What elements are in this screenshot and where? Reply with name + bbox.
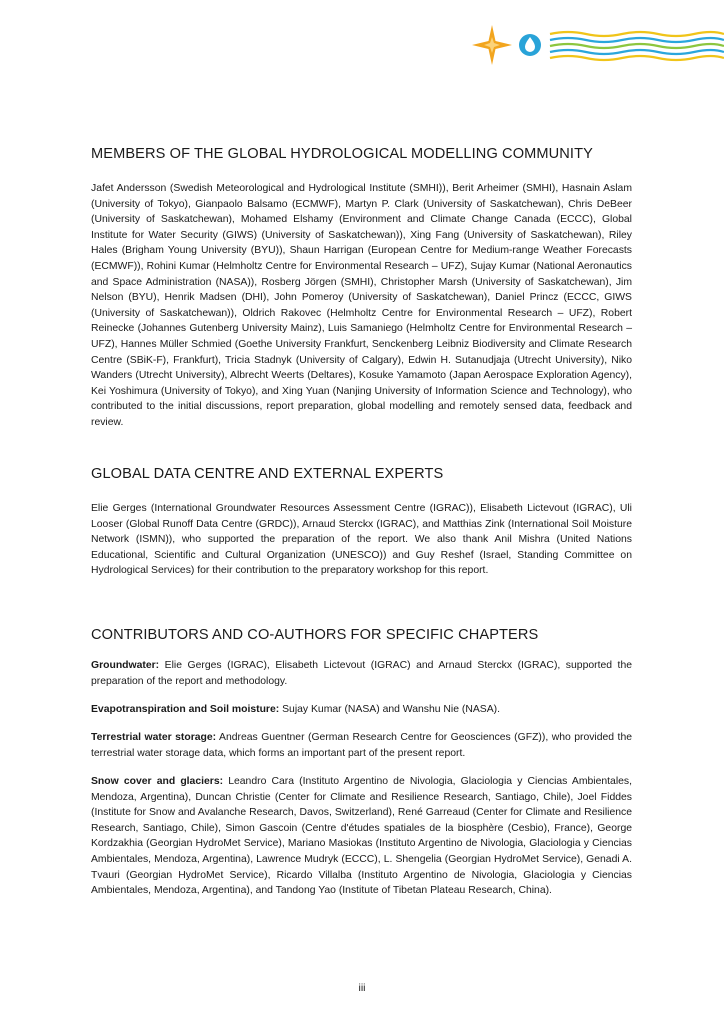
contributor-groundwater bbox=[91, 658, 632, 689]
global-data-heading: GLOBAL DATA CENTRE AND EXTERNAL EXPERTS bbox=[91, 466, 444, 482]
wave-lines bbox=[550, 32, 724, 60]
members-body: Jafet Andersson (Swedish Meteorological and Hydrological Institute (SMHI)), Berit Arheimer (SMHI), Hasnain Aslam (University of Tokyo), Gianpaolo Balsamo (ECMWF), Martyn P. Clark (University of Saskatchewan), Chris DeBeer (University of Saskatchewan), Mohamed Elshamy (Environment and Climate Change Canada (ECCC), Global Institute for Water Security (GIWS) (University of Saskatchewan)), Xing Fang (University of Saskatchewan), Riley Hales (Brigham Young University (BYU)), Shaun Harrigan (European Centre for Medium-range Weather Forecasts (ECMWF)), Rohini Kumar (Helmholtz Centre for Environmental Research – UFZ), Sujay Kumar (National Aeronautics and Space Administration (NASA)), Rosberg Jörgen (SMHI), Christopher Marsh (University of Saskatchewan), Jim Nelson (BYU), Henrik Madsen (DHI), John Pomeroy (University of Saskatchewan), Daniel Princz (ECCC, GIWS (University of Saskatchewan)), Oldrich Rakovec (Helmholtz Centre for Environmental Research – UFZ), Robert Reinecke (Johannes Gutenberg University Mainz), Luis Samaniego (Helmholtz Centre for Environmental Research – UFZ), Hannes Müller Schmied (Goethe University Frankfurt, Senckenberg Leibniz Biodiversity and Climate Research Centre (SBiK-F), Frankfurt), Tricia Stadnyk (University of Calgary), Edwin H. Sutanudjaja (Utrecht University), Niko Wanders (Utrecht University), Albrecht Weerts (Deltares), Kosuke Yamamoto (Japan Aerospace Exploration Agency), Kei Yoshimura (University of Tokyo), and Xing Yuan (Nanjing University of Information Science and Technology), who contributed to the initial discussions, report preparation, global modelling and remotely sensed data, feedback and review. bbox=[91, 183, 632, 428]
contributor-text: Andreas Guentner (German Research Centre for Geosciences (GFZ)), who provided the terrestrial water storage data, which forms an important part of the present report. bbox=[91, 732, 632, 759]
contributor-snow-glaciers bbox=[91, 774, 632, 899]
contributor-lead: Groundwater: bbox=[91, 660, 160, 671]
contributors-heading: CONTRIBUTORS AND CO-AUTHORS FOR SPECIFIC CHAPTERS bbox=[91, 627, 539, 643]
global-data-section bbox=[91, 466, 632, 579]
water-drop-icon bbox=[519, 34, 541, 56]
contributor-text: Elie Gerges (IGRAC), Elisabeth Lictevout (IGRAC) and Arnaud Sterckx (IGRAC), supported the preparation of the report and methodology. bbox=[91, 660, 632, 687]
members-heading: MEMBERS OF THE GLOBAL HYDROLOGICAL MODELLING COMMUNITY bbox=[91, 146, 593, 162]
global-data-body: Elie Gerges (International Groundwater Resources Assessment Centre (IGRAC)), Elisabeth Lictevout (IGRAC), Uli Looser (Global Runoff Data Centre (GRDC)), Arnaud Sterckx (IGRAC), and Matthias Zink (International Soil Moisture Network (ISMN)), who supported the preparation of the report. We also thank Anil Mishra (United Nations Educational, Scientific and Cultural Organization (UNESCO)) and Guy Reshef (Israel, Standing Committee on Hydrological Services) for their contribution to the preparatory workshop for this report. bbox=[91, 503, 632, 577]
contributor-lead: Snow cover and glaciers: bbox=[91, 776, 224, 787]
contributor-lead: Evapotranspiration and Soil moisture: bbox=[91, 704, 280, 715]
star-icon bbox=[472, 25, 512, 65]
members-section bbox=[91, 146, 632, 431]
contributor-evapotranspiration bbox=[91, 702, 632, 718]
contributor-text: Leandro Cara (Instituto Argentino de Nivologia, Glaciologia y Ciencias Ambientales, Mendoza, Argentina), Duncan Christie (Center for Climate and Resilience Research, Santiago, Chile), Joel Fiddes (Institute for Snow and Avalanche Research, Davos, Switzerland), René Garreaud (Center for Climate and Resilience Research, Santiago, Chile), Simon Gascoin (Centre d'études spatiales de la biosphère (Cesbio), France), George Kordzakhia (Georgian HydroMet Service), Mariano Masiokas (Instituto Argentino de Nivologia, Glaciologia y Ciencias Ambientales, Mendoza, Argentina), Lawrence Mudryk (ECCC), L. Shengelia (Georgian HydroMet Service), Genadi A. Tvauri (Georgian HydroMet Service), Ricardo Villalba (Instituto Argentino de Nivologia, Glaciologia y Ciencias Ambientales, Mendoza, Argentina), and Tandong Yao (Institute of Tibetan Plateau Research, China). bbox=[91, 776, 633, 897]
header-logo bbox=[470, 22, 724, 68]
page-number: iii bbox=[358, 982, 366, 994]
contributors-section bbox=[91, 627, 632, 917]
contributor-lead: Terrestrial water storage: bbox=[91, 732, 217, 743]
contributor-text: Sujay Kumar (NASA) and Wanshu Nie (NASA). bbox=[279, 704, 500, 715]
contributor-terrestrial-water bbox=[91, 730, 632, 761]
